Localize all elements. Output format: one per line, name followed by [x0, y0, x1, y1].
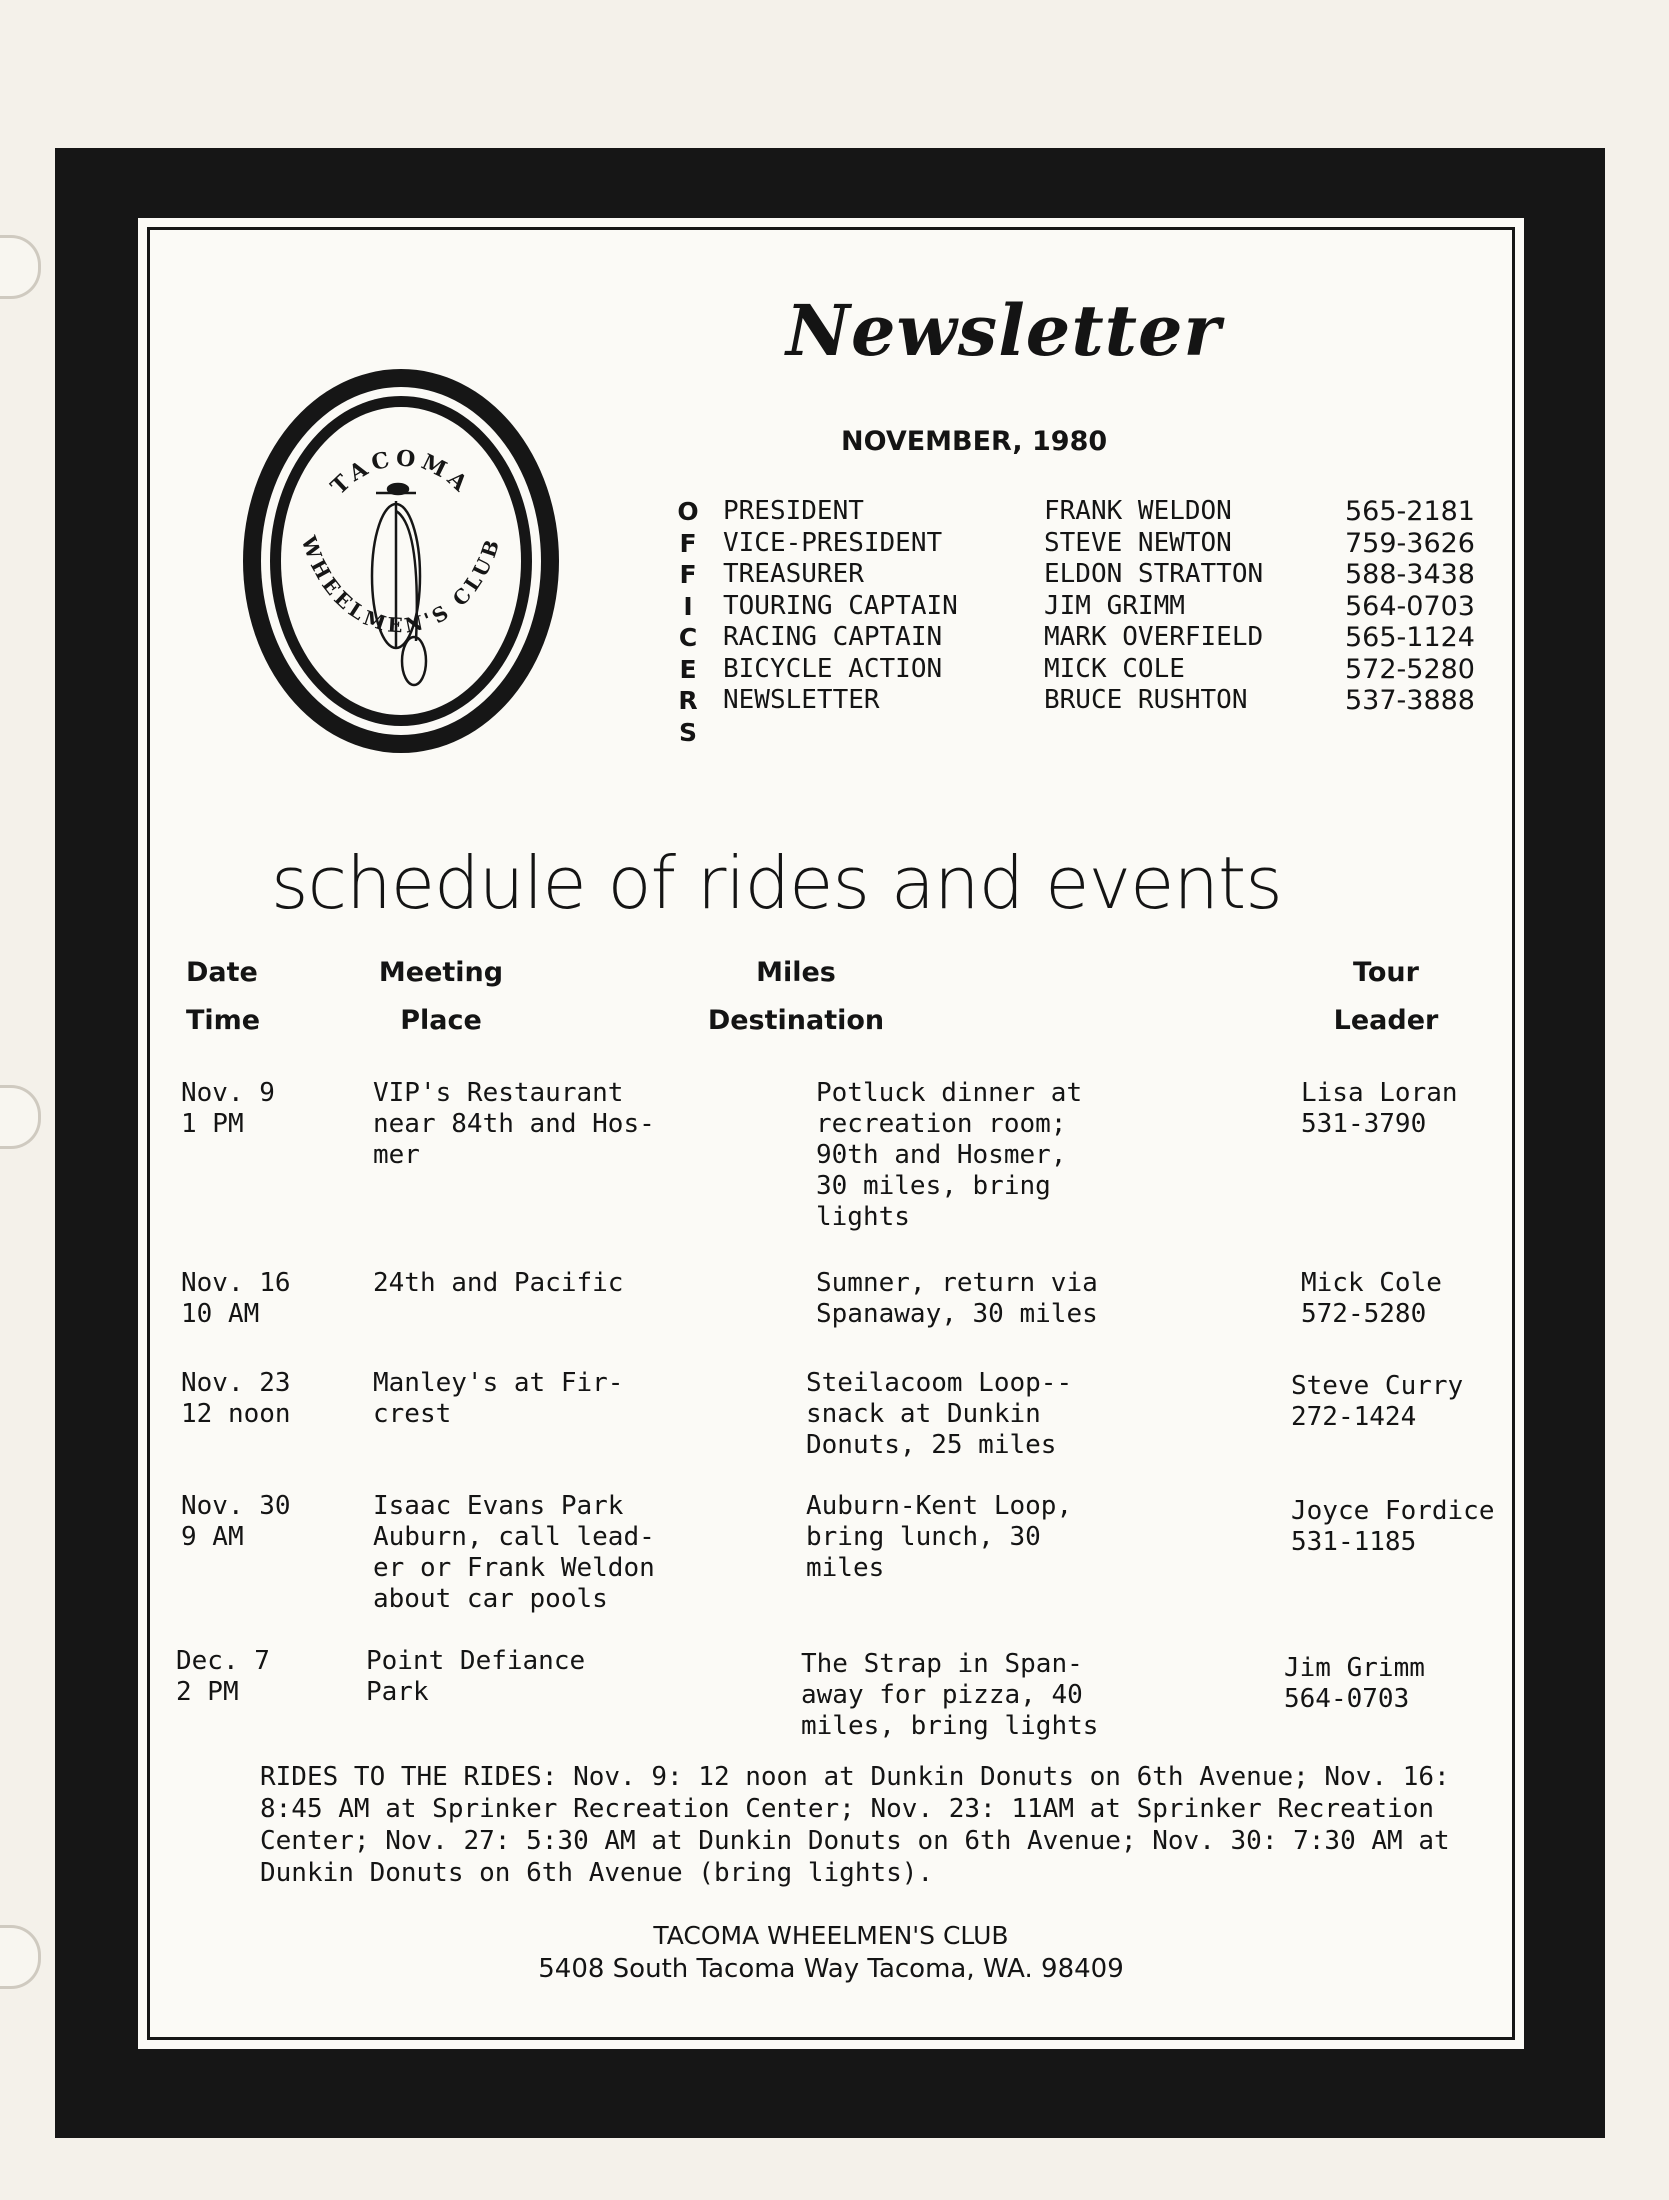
event-place: VIP's Restaurant near 84th and Hos- mer: [373, 1078, 655, 1170]
officers-vertical-label: O F F I C E R S: [677, 497, 699, 747]
officer-phone: 565-1124: [1345, 622, 1475, 653]
officer-title: NEWSLETTER: [723, 685, 880, 715]
newsletter-page: [138, 218, 1524, 2049]
event-destination: Potluck dinner at recreation room; 90th and Hosmer, 30 miles, bring lights: [816, 1078, 1083, 1232]
officer-name: STEVE NEWTON: [1044, 527, 1232, 558]
event-place: 24th and Pacific: [373, 1268, 624, 1298]
event-leader: Jim Grimm 564-0703: [1284, 1653, 1425, 1714]
club-logo: [236, 361, 566, 761]
footer-club-name: TACOMA WHEELMEN'S CLUB: [653, 1921, 1009, 1950]
event-destination: Steilacoom Loop-- snack at Dunkin Donuts, 25 miles: [806, 1368, 1073, 1460]
event-datetime: Nov. 16 10 AM: [181, 1268, 291, 1329]
officer-title: TOURING CAPTAIN: [723, 590, 958, 621]
header-meeting-place: [351, 949, 531, 1045]
header-time: Time: [186, 1005, 261, 1036]
event-leader: Joyce Fordice 531-1185: [1291, 1496, 1495, 1557]
header-tour-leader: [1321, 949, 1451, 1045]
header-destination: Destination: [707, 1005, 885, 1036]
issue-date: NOVEMBER, 1980: [841, 426, 1108, 457]
header-place: Place: [400, 1005, 482, 1036]
officer-phone: 759-3626: [1345, 527, 1475, 559]
header-leader: Leader: [1333, 1005, 1439, 1036]
officer-phone: 588-3438: [1345, 559, 1475, 590]
officer-name: MARK OVERFIELD: [1044, 622, 1264, 652]
officer-title: TREASURER: [723, 559, 864, 589]
event-destination: The Strap in Span- away for pizza, 40 miles, bring lights: [801, 1649, 1099, 1741]
logo-top-text: TACOMA: [325, 445, 477, 501]
event-datetime: Dec. 7 2 PM: [176, 1646, 270, 1707]
officer-name: JIM GRIMM: [1044, 590, 1185, 621]
event-destination: Sumner, return via Spanaway, 30 miles: [816, 1268, 1098, 1329]
event-place: Isaac Evans Park Auburn, call lead- er or Frank Weldon about car pools: [373, 1491, 655, 1614]
logo-bottom-text: WHEELMEN'S CLUB: [296, 532, 506, 638]
officer-title: PRESIDENT: [723, 496, 864, 526]
officer-phone: 565-2181: [1345, 496, 1475, 527]
header-miles: Miles: [756, 957, 836, 988]
event-datetime: Nov. 30 9 AM: [181, 1491, 291, 1552]
binder-hole-middle: [0, 1085, 41, 1149]
header-meeting: Meeting: [378, 957, 504, 988]
officer-name: MICK COLE: [1044, 653, 1185, 684]
binder-hole-top: [0, 235, 41, 299]
officer-title: RACING CAPTAIN: [723, 622, 943, 652]
event-place: Manley's at Fir- crest: [373, 1368, 624, 1429]
officer-title: VICE-PRESIDENT: [723, 527, 943, 558]
event-datetime: Nov. 9 1 PM: [181, 1078, 275, 1139]
rides-to-rides: RIDES TO THE RIDES: Nov. 9: 12 noon at Dunkin Donuts on 6th Avenue; Nov. 16: 8:45 AM at Sprinker Recreation Center; Nov. 23: 11AM at Sprinker Recreation Center; Nov. 27: 5:30 AM at Dunkin Donuts on 6th Avenue; Nov. 30: 7:30 AM at Dunkin Donuts on 6th Avenue (bring lights).: [260, 1762, 1450, 1888]
binder-hole-bottom: [0, 1925, 41, 1989]
officer-name: BRUCE RUSHTON: [1044, 685, 1248, 715]
event-place: Point Defiance Park: [366, 1646, 586, 1707]
officer-phone: 572-5280: [1345, 653, 1475, 685]
event-datetime: Nov. 23 12 noon: [181, 1368, 291, 1429]
footer-address: 5408 South Tacoma Way Tacoma, WA. 98409: [538, 1954, 1124, 1984]
officer-name: FRANK WELDON: [1044, 496, 1232, 526]
event-destination: Auburn-Kent Loop, bring lunch, 30 miles: [806, 1491, 1073, 1583]
officer-title: BICYCLE ACTION: [723, 653, 943, 684]
event-leader: Steve Curry 272-1424: [1291, 1371, 1464, 1432]
newsletter-title: Newsletter: [786, 289, 1222, 372]
event-leader: Lisa Loran 531-3790: [1301, 1078, 1458, 1139]
schedule-title: schedule of rides and events: [271, 841, 1282, 925]
event-leader: Mick Cole 572-5280: [1301, 1268, 1442, 1329]
header-date: Date: [186, 957, 258, 988]
officer-phone: 537-3888: [1345, 685, 1475, 716]
page-border: [55, 148, 1605, 2138]
officer-name: ELDON STRATTON: [1044, 559, 1264, 589]
header-miles-destination: [671, 949, 921, 1045]
header-date-time: [186, 949, 296, 1045]
header-tour: Tour: [1353, 957, 1419, 988]
officer-phone: 564-0703: [1345, 590, 1475, 622]
